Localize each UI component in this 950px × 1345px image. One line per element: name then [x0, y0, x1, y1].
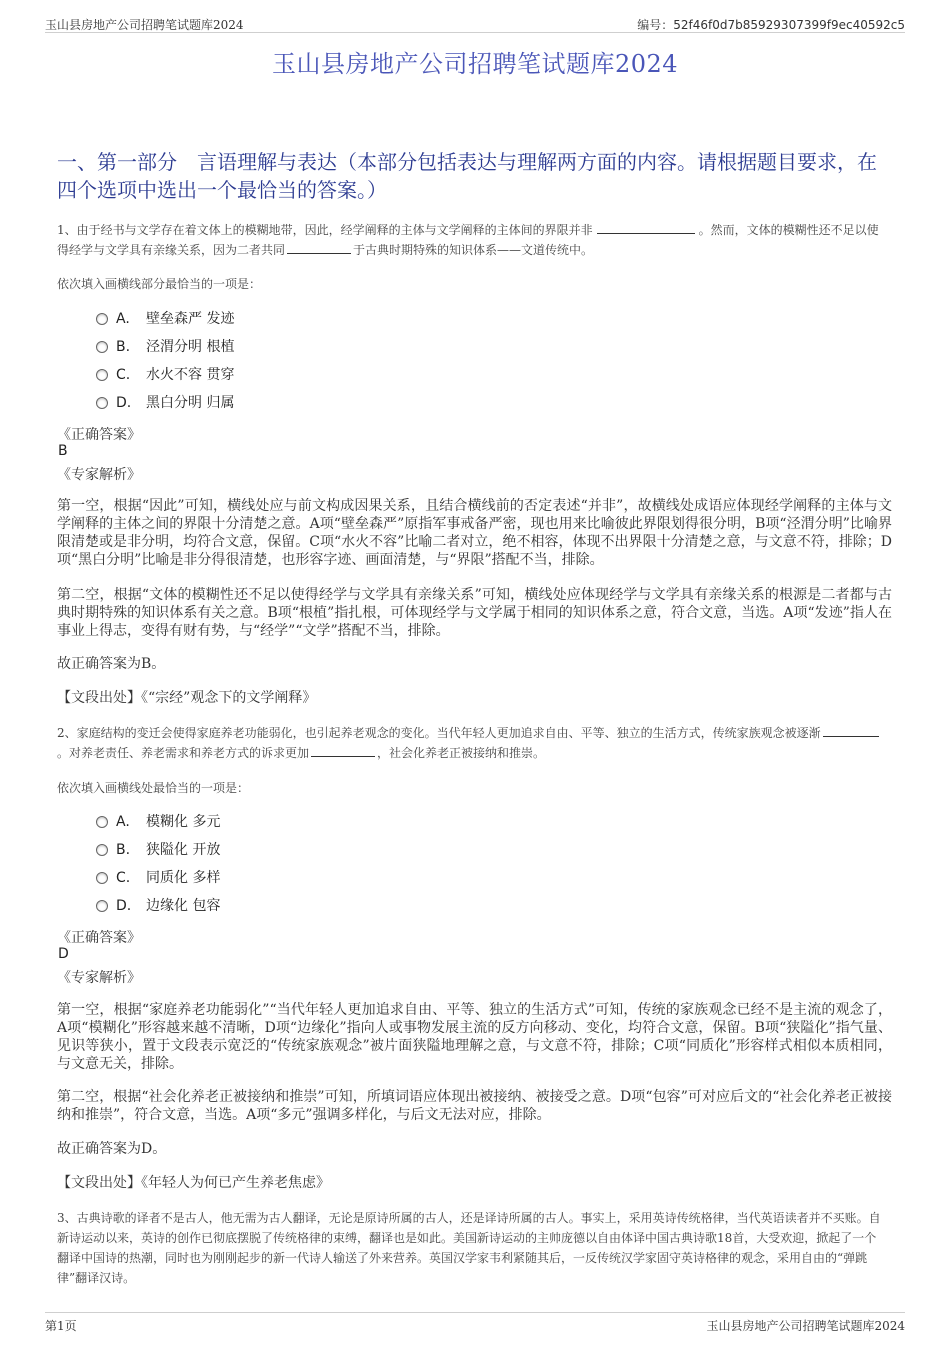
radio-icon[interactable]: [96, 816, 108, 828]
question-2-text-c: ，社会化养老正被接纳和推崇。: [377, 746, 546, 760]
radio-icon[interactable]: [96, 397, 108, 409]
option-letter: A.: [116, 311, 130, 327]
question-1-stem: [57, 220, 888, 260]
question-1-option-b[interactable]: [96, 337, 234, 357]
question-1-text-a: 1、由于经书与文学存在着文体上的模糊地带，因此，经学阐释的主体与文学阐释的主体间的界限并非: [57, 223, 593, 237]
question-1-blank-2: [287, 240, 351, 254]
question-2-analysis-p2: 第二空，根据“社会化养老正被接纳和推崇”可知，所填词语应体现出被接纳、被接受之意。D项“包容”可对应后文的“社会化养老正被接纳和推崇”，符合文意，当选。A项“多元”强调多样化，与后文无法对应，排除。: [57, 1089, 892, 1123]
question-2-text-a: 2、家庭结构的变迁会使得家庭养老功能弱化，也引起养老观念的变化。当代年轻人更加追求自由、平等、独立的生活方式，传统家族观念被逐渐: [57, 726, 821, 740]
option-text: 同质化 多样: [146, 870, 221, 886]
question-1-blank-1: [597, 220, 695, 234]
question-2-text-b: 。对养老责任、养老需求和养老方式的诉求更加: [57, 746, 310, 760]
question-2-prompt: 依次填入画横线处最恰当的一项是：: [57, 781, 250, 795]
header-code-label: 编号：: [637, 18, 674, 32]
question-2-option-c[interactable]: [96, 868, 220, 888]
option-letter: A.: [116, 814, 130, 830]
question-1-option-c[interactable]: [96, 365, 234, 385]
footer-page-number: 第1页: [45, 1319, 77, 1333]
question-1-answer: B: [58, 443, 68, 459]
option-text: 黑白分明 归属: [146, 395, 235, 411]
question-2-option-b[interactable]: [96, 840, 220, 860]
radio-icon[interactable]: [96, 341, 108, 353]
radio-icon[interactable]: [96, 872, 108, 884]
question-1-text-c: 于古典时期特殊的知识体系——文道传统中。: [353, 243, 594, 257]
question-1-source: 【文段出处】《“宗经”观念下的文学阐释》: [57, 690, 317, 706]
radio-icon[interactable]: [96, 844, 108, 856]
page-footer: [45, 1312, 905, 1338]
question-1-option-a[interactable]: [96, 309, 234, 329]
question-2-source: 【文段出处】《年轻人为何已产生养老焦虑》: [57, 1175, 330, 1191]
option-text: 壁垒森严 发迹: [146, 311, 235, 327]
question-1-text-b: 。然而，文体的模糊性还不足以使得经学与文学具有亲缘关系，因为二者共同: [57, 223, 879, 257]
question-2-analysis-p1: 第一空，根据“家庭养老功能弱化”“当代年轻人更加追求自由、平等、独立的生活方式”可知，传统的家族观念已经不是主流的观念了，A项“模糊化”形容越来越不清晰，D项“边缘化”指向人或事物发展主流的反方向移动、变化，均符合文意，保留。B项“狭隘化”指气量、见识等狭小，置于文段表示宽泛的“传统家族观念”被片面狭隘地理解之意，与文意不符，排除；C项“同质化”形容样式相似本质相同，与文意无关，排除。: [57, 1002, 892, 1072]
question-2-answer: D: [58, 946, 69, 962]
question-2-blank-2: [311, 743, 375, 757]
radio-icon[interactable]: [96, 313, 108, 325]
option-letter: C.: [116, 870, 131, 886]
option-text: 水火不容 贯穿: [146, 367, 235, 383]
option-text: 狭隘化 开放: [146, 842, 221, 858]
option-letter: B.: [116, 842, 131, 858]
question-1-analysis-p1: 第一空，根据“因此”可知，横线处应与前文构成因果关系，且结合横线前的否定表述“并非”，故横线处成语应体现经学阐释的主体与文学阐释的主体之间的界限十分清楚之意。A项“壁垒森严”原指军事戒备严密，现也用来比喻彼此界限划得很分明，B项“泾渭分明”比喻界限清楚或是非分明，均符合文意，保留。C项“水火不容”比喻二者对立，绝不相容，体现不出界限十分清楚之意，与文意不符，排除；D项“黑白分明”比喻是非分得很清楚，也形容字迹、画面清楚，与“界限”搭配不当，排除。: [57, 498, 892, 568]
header-doc-code: [637, 16, 905, 33]
option-letter: B.: [116, 339, 131, 355]
question-2-option-d[interactable]: [96, 896, 220, 916]
option-letter: D.: [116, 898, 132, 914]
page-header: [45, 12, 905, 33]
question-2-blank-1: [823, 723, 879, 737]
header-doc-title: 玉山县房地产公司招聘笔试题库2024: [45, 18, 244, 32]
question-1-analysis-p2: 第二空，根据“文体的模糊性还不足以使得经学与文学具有亲缘关系”可知，横线处应体现经学与文学具有亲缘关系的根源是二者都与古典时期特殊的知识体系有关之意。B项“根植”指扎根，可体现经学与文学属于相同的知识体系之意，符合文意，当选。A项“发迹”指人在事业上得志，变得有财有势，与“经学”“文学”搭配不当，排除。: [57, 587, 892, 639]
page-title: 玉山县房地产公司招聘笔试题库2024: [271, 50, 679, 78]
question-2-answer-label: 《正确答案》: [57, 930, 141, 946]
radio-icon[interactable]: [96, 369, 108, 381]
question-2-stem: [57, 723, 888, 763]
question-1-answer-label: 《正确答案》: [57, 427, 141, 443]
question-2-option-a[interactable]: [96, 812, 220, 832]
question-2-analysis-label: 《专家解析》: [57, 970, 141, 986]
question-3-stem: 3、古典诗歌的译者不是古人，他无需为古人翻译，无论是原诗所属的古人，还是译诗所属的古人。事实上，采用英诗传统格律，当代英语读者并不买账。自新诗运动以来，英诗的创作已彻底摆脱了传统格律的束缚，翻译也是如此。美国新诗运动的主帅庞德以自由体译中国古典诗歌18首，大受欢迎，掀起了一个翻译中国诗的热潮，同时也为刚刚起步的新一代诗人输送了外来营养。英国汉学家韦利紧随其后，一反传统汉学家固守英诗格律的观念，采用自由的“弹跳律”翻译汉诗。: [57, 1211, 881, 1285]
option-letter: C.: [116, 367, 131, 383]
question-1-option-d[interactable]: [96, 393, 234, 413]
question-1-analysis-label: 《专家解析》: [57, 467, 141, 483]
option-text: 边缘化 包容: [146, 898, 221, 914]
option-letter: D.: [116, 395, 132, 411]
radio-icon[interactable]: [96, 900, 108, 912]
section-heading: 一、第一部分 言语理解与表达（本部分包括表达与理解两方面的内容。请根据题目要求，在四个选项中选出一个最恰当的答案。）: [57, 150, 877, 202]
question-1-conclusion: 故正确答案为B。: [57, 656, 166, 672]
question-1-prompt: 依次填入画横线部分最恰当的一项是：: [57, 277, 262, 291]
option-text: 模糊化 多元: [146, 814, 221, 830]
question-2-conclusion: 故正确答案为D。: [57, 1141, 167, 1157]
footer-doc-title: 玉山县房地产公司招聘笔试题库2024: [706, 1319, 905, 1333]
option-text: 泾渭分明 根植: [146, 339, 235, 355]
header-code-value: 52f46f0d7b85929307399f9ec40592c5: [673, 18, 905, 32]
